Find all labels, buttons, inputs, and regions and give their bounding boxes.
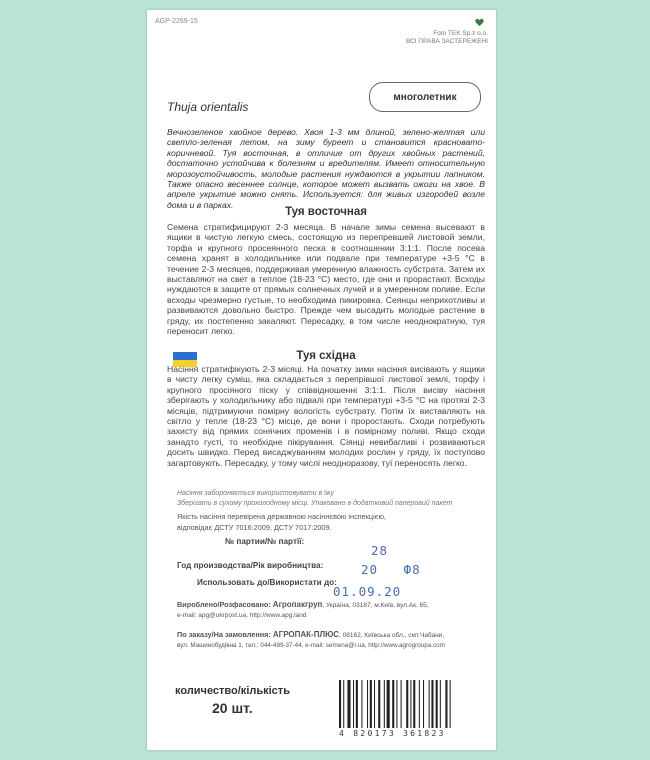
cert-line-1: Якість насіння перевірена державною насіннєвою інспекцією, (177, 512, 386, 521)
quantity-label: количество/кількість (175, 685, 290, 697)
producer-contacts: e-mail: apg@ukrpost.ua, http://www.apg.land (177, 612, 307, 619)
heart-icon (475, 18, 484, 27)
ua-heading: Туя східна (296, 350, 356, 362)
barcode-icon (337, 680, 487, 728)
order-name: АГРОПАК-ПЛЮС (272, 630, 339, 639)
food-warning: Насіння забороняється використовувати в їжу (177, 490, 335, 497)
order-line (177, 630, 444, 639)
batch-label: № партии/№ партії: (225, 537, 305, 546)
cert-line-2: відповідає ДСТУ 7016:2009, ДСТУ 7017:2009. (177, 523, 332, 532)
ru-heading: Туя восточная (285, 206, 367, 218)
year-label: Год производства/Рік виробництва: (177, 561, 324, 570)
copyright-notice (406, 30, 488, 46)
producer-label: Виробленo/Розфасовано: (177, 600, 271, 609)
ua-instructions: Насіння стратифікують 2-3 місяці. На початку зими насіння висівають у ящики в чисту легку суміш, яка складається з перепрівшої листової землі, торфу і крупного просіяного піску у співвідношенні 3:1:1. Після висіву насіння зберігають у холодильнику або підвалі при температурі +3-5 °С на протязі 2-3 місяців, підтримуючи помірну вологість субстрату. Потім їх виставляють на світло у тепле (18-23 °С) місце, де вони і проростають. Сходи потребують захисту від прямих сонячних променів і в помірному поливі. Якщо сходи занадто густі, то необхідне пікірування. Сіянці невибагливі і розвиваються досить швидко. Перед висаджуванням молодих рослин у гряду, їх поступово загартовують. Пересадку, у тому числі неодноразову, туї переносять легко. (167, 364, 485, 468)
order-address: , 08162, Київська обл., смт.Чабани, (339, 632, 445, 639)
order-label: По заказу/На замовлення: (177, 630, 271, 639)
producer-address: , Україна, 03187, м.Київ, вул.Ак. 65, (322, 602, 429, 609)
seed-packet-back (147, 10, 496, 750)
year-value: 20 Ф8 (361, 562, 421, 577)
use-by-value: 01.09.20 (333, 584, 402, 599)
sku-code: AGP-2269-15 (155, 18, 198, 25)
copyright-line-1: Foto TEK Sp.z o.o. (433, 30, 488, 37)
perennial-badge: многолетник (369, 82, 481, 112)
latin-name: Thuja orientalis (167, 100, 249, 114)
storage-note: Зберігати в сухому прохолодному місці. Упаковано в додатковий паперовий пакет (177, 500, 453, 507)
ru-instructions: Семена стратифицируют 2-3 месяца. В начале зимы семена высевают в ящики в чистую легкую смесь, состоящую из перепревшей листовой земли, торфа и крупного просеянного песка в соотношении 3:1:1. После посева семена хранят в холодильнике или подвале при температуре +3-5 °С в течение 2-3 месяцев, поддерживая умеренную влажность субстрата. Затем их выставляют на свет в теплое (18-23 °С) место, где они и прорастают. Всходы нуждаются в защите от прямых солнечных лучей и в умеренном поливе. Если всходы чрезмерно густые, то необходима пикировка. Сеянцы неприхотливы и развиваются довольно быстро. Прежде чем высадить молодые растение в гряду, их постепенно закаляют. Пересадку, в том числе неоднократную, туя переносит легко. (167, 222, 485, 337)
producer-name: Агропакгруп (272, 600, 323, 609)
producer-line (177, 600, 429, 609)
quantity-value: 20 шт. (212, 700, 253, 716)
use-by-label: Использовать до/Використати до: (197, 578, 337, 587)
order-contacts: вул. Машинобудівна 1, тел.: 044-499-37-44, e-mail: semena@i.ua, http://www.agrogroupa.com (177, 642, 445, 649)
batch-value: 28 (371, 543, 389, 558)
plant-description: Вечнозеленое хвойное дерево. Хвоя 1-3 мм длиной, зелено-желтая или светло-зеленая летом, на зиму буреет и становится красновато-коричневой. Туя восточная, в отличие от других хвойных растений, достаточно устойчива к болезням и вредителям. Имеет относительную морозоустойчивость, молодые растения нуждаются в укрытии лапником. Также опасно весеннее солнце, которое может вызвать ожоги на хвое. В апреле укрытие можно снять. Используется: для живых изгородей возле дома и в парках. (167, 127, 485, 210)
barcode-number: 4 820173 361823 (339, 729, 446, 738)
copyright-line-2: ВСІ ПРАВА ЗАСТЕРЕЖЕНІ (405, 38, 488, 45)
